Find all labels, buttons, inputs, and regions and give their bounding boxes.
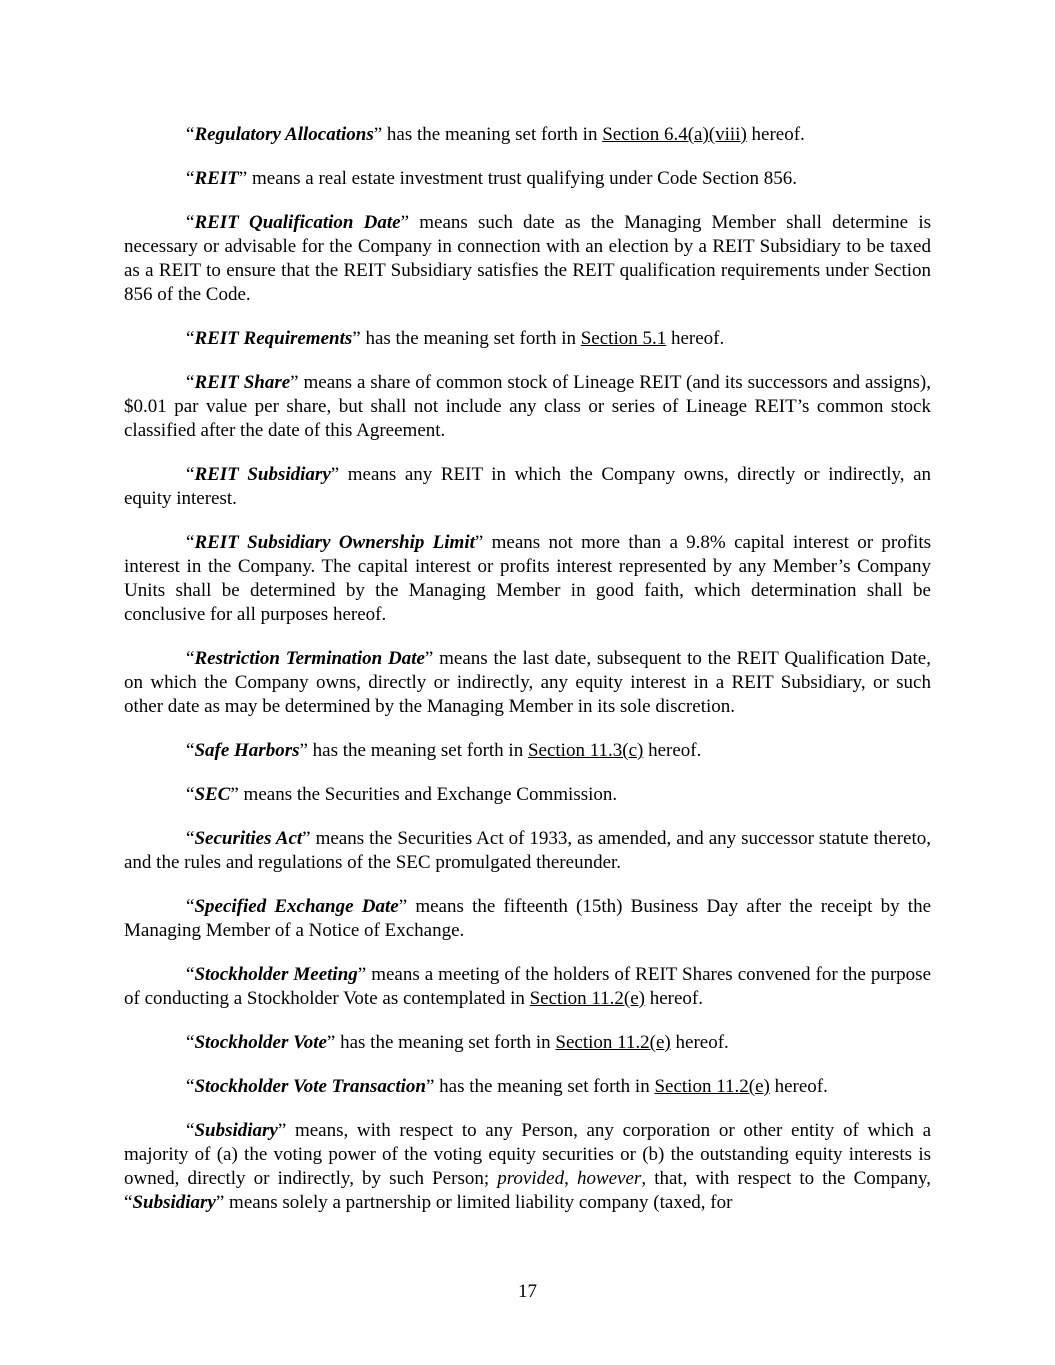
definition-safe-harbors: “Safe Harbors” has the meaning set forth in Section 11.3(c) hereof. xyxy=(186,740,702,761)
defined-term: REIT xyxy=(194,168,239,189)
definition-reit: “REIT” means a real estate investment trust qualifying under Code Section 856. xyxy=(186,168,798,189)
defined-term: Securities Act xyxy=(194,828,303,849)
section-reference-link[interactable]: Section 11.2(e) xyxy=(555,1032,671,1053)
definition-specified-exchange-date: “Specified Exchange Date” means the fifteenth (15th) Business Day after the receipt by the Managing Member of a Notice of Exchange. xyxy=(124,896,932,941)
defined-term: Regulatory Allocations xyxy=(194,124,374,145)
defined-term: SEC xyxy=(194,784,231,805)
defined-term: REIT Subsidiary Ownership Limit xyxy=(194,532,475,553)
definition-subsidiary: “Subsidiary” means, with respect to any Person, any corporation or other entity of which a majority of (a) the voting power of the voting equity securities or (b) the outstanding equity interests is owned, directly or indirectly, by such Person; provided, however, that, with respect to the Company, “Subsidiary” means solely a partnership or limited liability company (taxed, for xyxy=(124,1120,931,1213)
defined-term: REIT Requirements xyxy=(194,328,353,349)
defined-term: Restriction Termination Date xyxy=(194,648,425,669)
defined-term: Stockholder Vote Transaction xyxy=(194,1076,426,1097)
page-number: 17 xyxy=(518,1281,537,1302)
defined-term: Subsidiary xyxy=(132,1192,216,1213)
definition-sec: “SEC” means the Securities and Exchange Commission. xyxy=(186,784,618,805)
defined-term: Safe Harbors xyxy=(194,740,300,761)
defined-term: Stockholder Vote xyxy=(194,1032,327,1053)
section-reference-link[interactable]: Section 11.3(c) xyxy=(527,740,644,761)
definition-stockholder-meeting: “Stockholder Meeting” means a meeting of the holders of REIT Shares convened for the purpose of conducting a Stockholder Vote as contemplated in Section 11.2(e) hereof. xyxy=(124,964,932,1009)
definition-restriction-termination-date: “Restriction Termination Date” means the last date, subsequent to the REIT Qualification Date, on which the Company owns, directly or indirectly, any equity interest in a REIT Subsidiary, or such other date as may be determined by the Managing Member in its sole discretion. xyxy=(124,648,931,717)
definition-reit-requirements: “REIT Requirements” has the meaning set forth in Section 5.1 hereof. xyxy=(186,328,725,349)
defined-term: Stockholder Meeting xyxy=(194,964,358,985)
definition-stockholder-vote: “Stockholder Vote” has the meaning set forth in Section 11.2(e) hereof. xyxy=(186,1032,729,1053)
definition-securities-act: “Securities Act” means the Securities Act of 1933, as amended, and any successor statute thereto, and the rules and regulations of the SEC promulgated thereunder. xyxy=(124,828,931,873)
definition-regulatory-allocations: “Regulatory Allocations” has the meaning set forth in Section 6.4(a)(viii) hereof. xyxy=(186,124,805,145)
defined-term: REIT Qualification Date xyxy=(194,212,401,233)
however-italic: however xyxy=(576,1168,642,1189)
definition-reit-subsidiary-ownership-limit: “REIT Subsidiary Ownership Limit” means not more than a 9.8% capital interest or profits interest in the Company. The capital interest or profits interest represented by any Member’s Company Units shall be determined by the Managing Member in good faith, which determination shall be conclusive for all purposes hereof. xyxy=(124,532,931,625)
definition-reit-share: “REIT Share” means a share of common stock of Lineage REIT (and its successors and assigns), $0.01 par value per share, but shall not include any class or series of Lineage REIT’s common stock classified after the date of this Agreement. xyxy=(124,372,931,441)
definition-reit-subsidiary: “REIT Subsidiary” means any REIT in which the Company owns, directly or indirectly, an equity interest. xyxy=(124,464,932,509)
definition-reit-qualification-date: “REIT Qualification Date” means such date as the Managing Member shall determine is necessary or advisable for the Company in connection with an election by a REIT Subsidiary to be taxed as a REIT to ensure that the REIT Subsidiary satisfies the REIT qualification requirements under Section 856 of the Code. xyxy=(124,212,931,305)
defined-term: REIT Subsidiary xyxy=(194,464,331,485)
section-reference-link[interactable]: Section 11.2(e) xyxy=(654,1076,770,1097)
defined-term: Subsidiary xyxy=(194,1120,278,1141)
definitions-list xyxy=(124,123,931,1235)
defined-term: Specified Exchange Date xyxy=(194,896,399,917)
provided-italic: provided xyxy=(497,1168,565,1189)
defined-term: REIT Share xyxy=(194,372,291,393)
section-reference-link[interactable]: Section 5.1 xyxy=(580,328,667,349)
section-reference-link[interactable]: Section 6.4(a)(viii) xyxy=(602,124,747,145)
definition-stockholder-vote-transaction: “Stockholder Vote Transaction” has the meaning set forth in Section 11.2(e) hereof. xyxy=(186,1076,828,1097)
section-reference-link[interactable]: Section 11.2(e) xyxy=(529,988,645,1009)
